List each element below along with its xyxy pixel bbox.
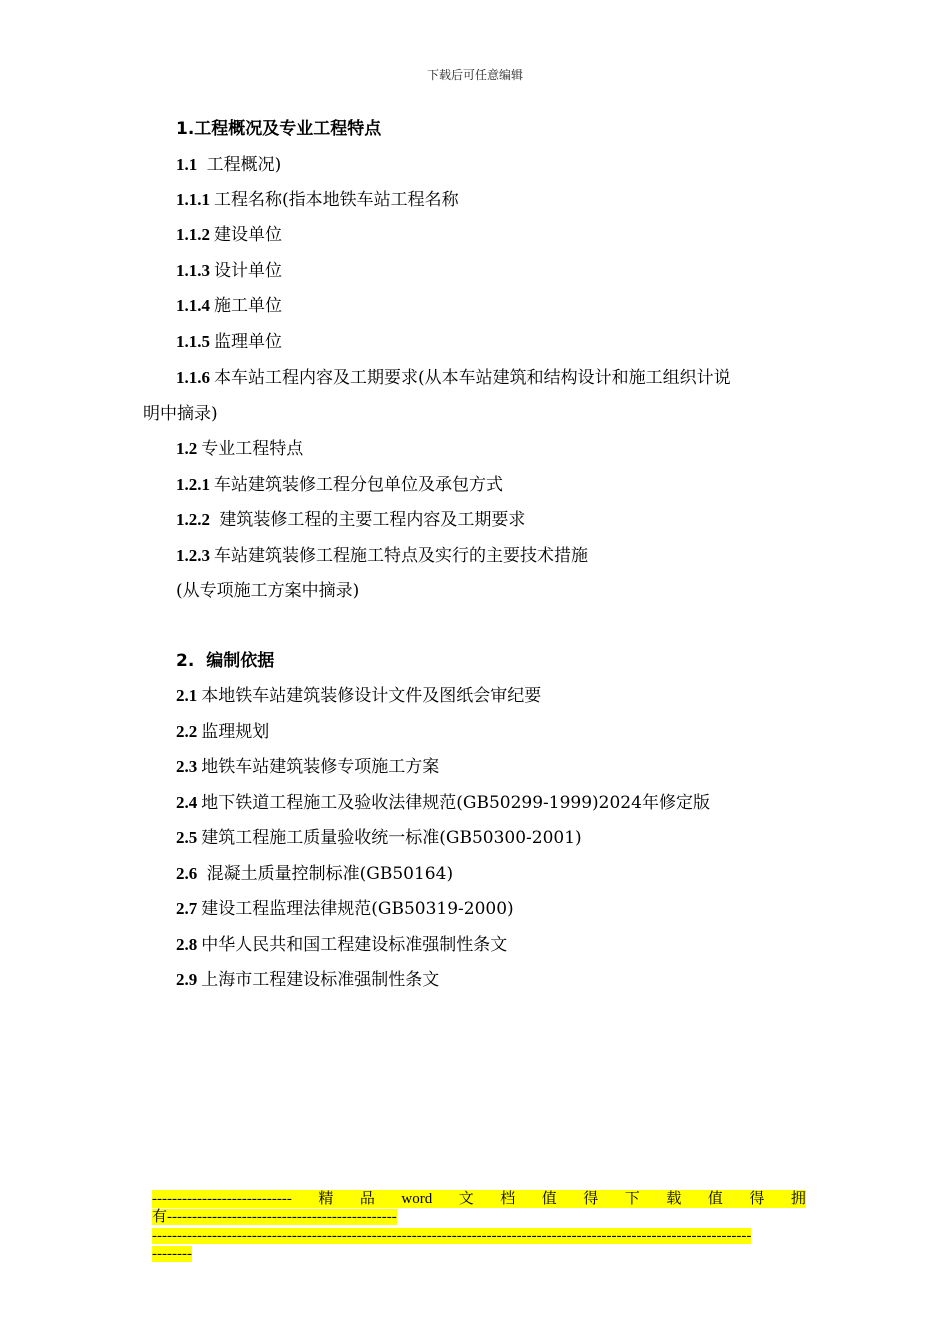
page-header: 下载后可任意编辑 <box>426 68 523 82</box>
item-text: 工程名称(指本地铁车站工程名称 <box>214 190 459 210</box>
footer-row3-text: ------------------------------------------------------------------------------------------------------------------------ <box>152 1228 752 1244</box>
item-number: 2.6 <box>176 864 198 883</box>
item-1-1-5 <box>176 331 282 353</box>
item-text: 建设单位 <box>214 225 282 245</box>
footer-word: word <box>401 1191 433 1207</box>
item-1-2-3 <box>176 545 588 567</box>
item-1-2 <box>176 438 303 460</box>
item-number: 2.1 <box>176 686 198 705</box>
item-number: 2.8 <box>176 935 198 954</box>
item-text: 地铁车站建筑装修专项施工方案 <box>201 757 440 777</box>
footer-word: 下 <box>624 1191 640 1207</box>
item-2-6 <box>176 863 453 885</box>
item-number: 1.1.3 <box>176 261 210 280</box>
item-2-4 <box>176 792 710 814</box>
item-text: 建筑装修工程的主要工程内容及工期要求 <box>214 510 526 530</box>
item-1-2-2 <box>176 509 525 531</box>
item-text: 施工单位 <box>214 296 282 316</box>
footer-banner-row3 <box>152 1227 806 1245</box>
footer-banner-row4 <box>152 1245 806 1263</box>
item-number: 2.9 <box>176 970 198 989</box>
item-text: 本车站工程内容及工期要求(从本车站建筑和结构设计和施工组织计说 <box>214 368 731 388</box>
footer-banner-row1 <box>152 1190 806 1208</box>
item-number: 1.2.1 <box>176 475 210 494</box>
item-number: 2.5 <box>176 828 198 847</box>
item-1-1-4 <box>176 295 282 317</box>
item-1-2-1 <box>176 474 503 496</box>
item-1-1 <box>176 154 281 176</box>
section2-title <box>176 650 274 672</box>
item-text: 地下铁道工程施工及验收法律规范(GB50299-1999)2024年修定版 <box>201 793 710 813</box>
footer-word: 值 <box>541 1191 557 1207</box>
footer-dashes: ---------------------------- <box>152 1191 292 1207</box>
item-number: 1.1.6 <box>176 368 210 387</box>
section2-title-text: 编制依据 <box>206 651 275 671</box>
footer-word: 精 <box>318 1191 334 1207</box>
footer-row2-text: 有---------------------------------------------- <box>152 1209 397 1225</box>
item-number: 1.1.5 <box>176 332 210 351</box>
item-text: 设计单位 <box>214 261 282 281</box>
item-text: 混凝土质量控制标准(GB50164) <box>201 864 454 884</box>
section1-title <box>176 118 381 140</box>
item-text: 明中摘录) <box>143 404 218 424</box>
item-number: 1.1.1 <box>176 190 210 209</box>
item-2-5 <box>176 827 582 849</box>
item-text: 建筑工程施工质量验收统一标准(GB50300-2001) <box>201 828 582 848</box>
item-text: 专业工程特点 <box>201 439 304 459</box>
section1-title-text: 工程概况及专业工程特点 <box>194 119 382 139</box>
footer-word: 品 <box>359 1191 375 1207</box>
item-number: 2.3 <box>176 757 198 776</box>
item-number: 1.1 <box>176 155 198 174</box>
item-text: 中华人民共和国工程建设标准强制性条文 <box>201 935 508 955</box>
item-1-2-3-note <box>176 580 359 602</box>
item-text: 车站建筑装修工程施工特点及实行的主要技术措施 <box>214 546 588 566</box>
item-text: 监理单位 <box>214 332 282 352</box>
section1-title-num: 1. <box>176 119 195 139</box>
item-1-1-6-continued <box>143 403 218 425</box>
footer-word: 值 <box>707 1191 723 1207</box>
item-2-3 <box>176 756 439 778</box>
footer-banner-row2 <box>152 1208 806 1226</box>
item-number: 1.2.2 <box>176 510 210 529</box>
item-2-9 <box>176 969 439 991</box>
item-number: 2.2 <box>176 722 198 741</box>
footer-word: 得 <box>749 1191 765 1207</box>
item-number: 1.2.3 <box>176 546 210 565</box>
item-number: 2.7 <box>176 899 198 918</box>
item-2-2 <box>176 721 269 743</box>
item-2-7 <box>176 898 514 920</box>
item-1-1-2 <box>176 224 282 246</box>
item-text: (从专项施工方案中摘录) <box>176 581 360 601</box>
item-text: 本地铁车站建筑装修设计文件及图纸会审纪要 <box>201 686 542 706</box>
item-2-1 <box>176 685 541 707</box>
item-text: 监理规划 <box>201 722 270 742</box>
footer-word: 档 <box>500 1191 516 1207</box>
footer-word: 文 <box>458 1191 474 1207</box>
item-number: 1.2 <box>176 439 198 458</box>
section2-title-num: 2. <box>176 651 195 671</box>
item-text: 上海市工程建设标准强制性条文 <box>201 970 440 990</box>
footer-word: 得 <box>583 1191 599 1207</box>
footer-word: 载 <box>666 1191 682 1207</box>
item-1-1-1 <box>176 189 459 211</box>
item-number: 1.1.2 <box>176 225 210 244</box>
footer-row4-text: -------- <box>152 1246 192 1262</box>
item-number: 2.4 <box>176 793 198 812</box>
footer-word: 拥 <box>790 1191 806 1207</box>
item-text: 建设工程监理法律规范(GB50319-2000) <box>201 899 514 919</box>
item-2-8 <box>176 934 507 956</box>
item-number: 1.1.4 <box>176 296 210 315</box>
item-text: 车站建筑装修工程分包单位及承包方式 <box>214 475 503 495</box>
item-text: 工程概况) <box>201 155 282 175</box>
item-1-1-3 <box>176 260 282 282</box>
item-1-1-6 <box>176 367 731 389</box>
